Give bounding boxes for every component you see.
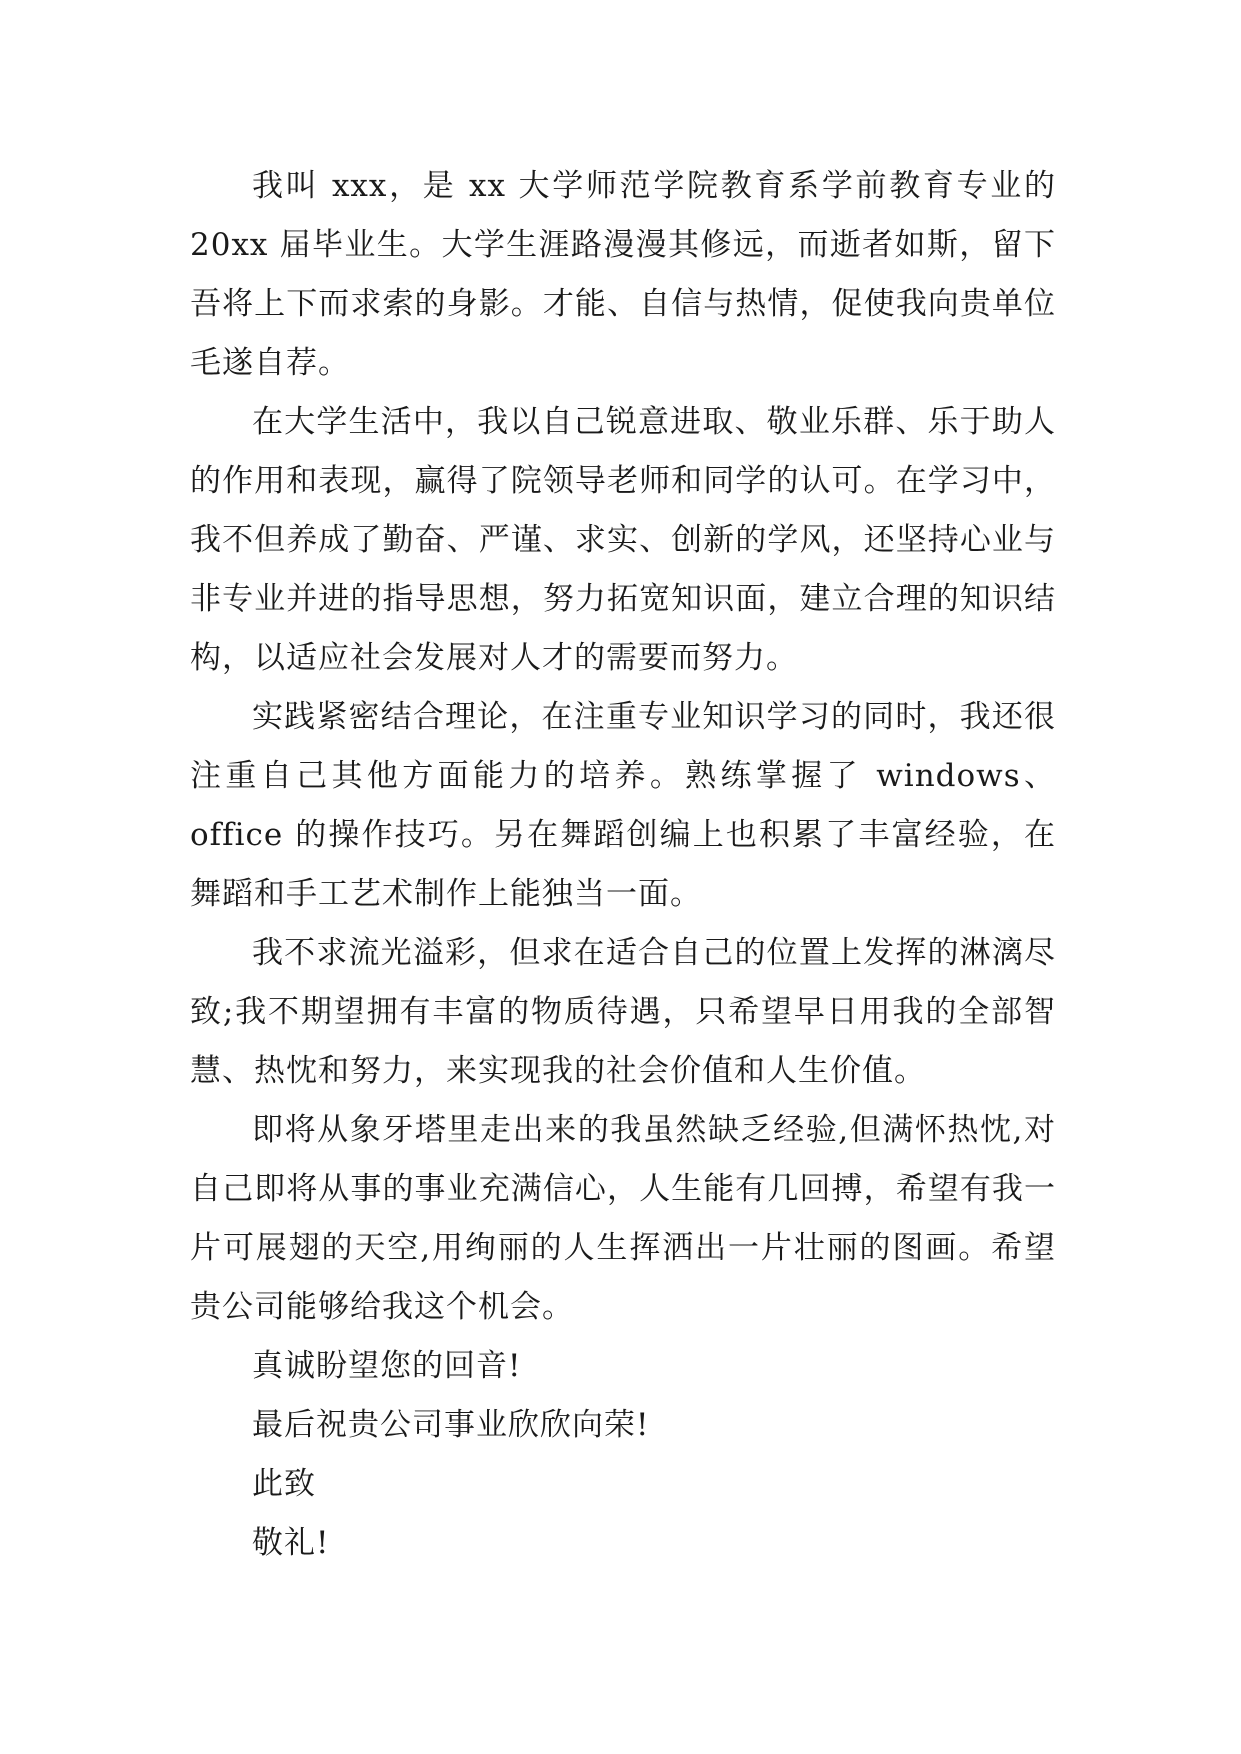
closing-line-cizhi: 此致 [252,1466,316,1502]
closing-line-reply: 真诚盼望您的回音! [252,1348,522,1384]
paragraph-practice-skills: 实践紧密结合理论，在注重专业知识学习的同时，我还很注重自己其他方面能力的培养。熟练掌握了 windows、office 的操作技巧。另在舞蹈创编上也积累了丰富经验，在舞蹈和手工艺术制作上能独当一面。 [190,699,1056,912]
letter-body [190,157,1056,1573]
closing-line-jingli: 敬礼! [252,1525,330,1561]
paragraph-self-introduction: 我叫 xxx，是 xx 大学师范学院教育系学前教育专业的 20xx 届毕业生。大学生涯路漫漫其修远，而逝者如斯，留下吾将上下而求索的身影。才能、自信与热情，促使我向贵单位毛遂自荐。 [190,168,1056,381]
paragraph-university-life: 在大学生活中，我以自己锐意进取、敬业乐群、乐于助人的作用和表现，赢得了院领导老师和同学的认可。在学习中，我不但养成了勤奋、严谨、求实、创新的学风，还坚持心业与非专业并进的指导思想，努力拓宽知识面，建立合理的知识结构，以适应社会发展对人才的需要而努力。 [190,404,1056,676]
paragraph-request-opportunity: 即将从象牙塔里走出来的我虽然缺乏经验,但满怀热忱,对自己即将从事的事业充满信心，人生能有几回搏，希望有我一片可展翅的天空,用绚丽的人生挥洒出一片壮丽的图画。希望贵公司能够给我这个机会。 [190,1112,1056,1325]
closing-line-wishes: 最后祝贵公司事业欣欣向荣! [252,1407,650,1443]
paragraph-aspirations: 我不求流光溢彩，但求在适合自己的位置上发挥的淋漓尽致;我不期望拥有丰富的物质待遇，只希望早日用我的全部智慧、热忱和努力，来实现我的社会价值和人生价值。 [190,935,1056,1089]
